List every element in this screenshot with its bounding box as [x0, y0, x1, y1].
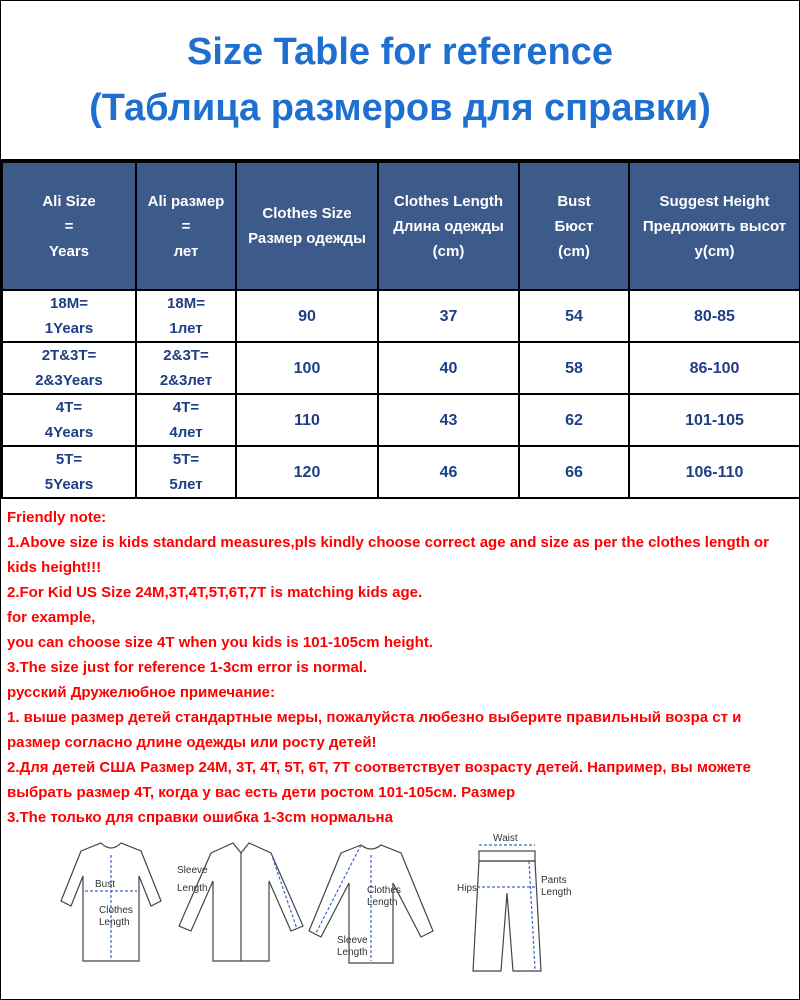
- label-waist: Waist: [493, 833, 518, 844]
- cell-height: 86-100: [629, 342, 800, 394]
- shirt-diagram-sleeve: [179, 843, 303, 961]
- header-bust: [519, 162, 629, 290]
- cell-line: 18M=: [167, 295, 205, 312]
- header-line: Длина одежды: [393, 217, 504, 235]
- cell-ali-size: [2, 342, 136, 394]
- cell-length: 43: [378, 394, 519, 446]
- note-line: 3.The size just for reference 1-3cm error is normal.: [7, 659, 368, 676]
- cell-line: 4Years: [44, 424, 94, 441]
- cell-height: 101-105: [629, 394, 800, 446]
- header-line: Clothes Size: [262, 205, 352, 222]
- table-row: [2, 394, 800, 446]
- cell-line: 2&3T=: [163, 347, 209, 364]
- cell-line: 4T=: [55, 399, 83, 416]
- cell-ali-size: [2, 290, 136, 342]
- cell-clothes-size: 120: [236, 446, 378, 498]
- title-box: [1, 1, 799, 161]
- note-line: 3.The только для справки ошибка 1-3cm нормальна: [7, 809, 393, 826]
- header-clothes-length: [378, 162, 519, 290]
- note-line: 1. выше размер детей стандартные меры, пожалуйста любезно выберите правильный возра ст и размер согласно длине одежды или росту детей!: [7, 709, 742, 751]
- table-header-row: [2, 162, 800, 290]
- cell-line: 2&3лет: [159, 372, 213, 389]
- cell-line: 5лет: [169, 476, 203, 493]
- cell-ali-size: [2, 394, 136, 446]
- header-line: Years: [48, 242, 90, 260]
- header-suggest-height: [629, 162, 800, 290]
- cell-ali-size: [2, 446, 136, 498]
- cell-length: 46: [378, 446, 519, 498]
- header-line: Ali Size: [42, 192, 96, 210]
- cell-line: 18M=: [50, 295, 88, 312]
- cell-length: 37: [378, 290, 519, 342]
- header-line: =: [181, 217, 191, 235]
- cell-line: 5T=: [55, 451, 83, 468]
- label-bust: Bust: [95, 879, 116, 890]
- cell-length: 40: [378, 342, 519, 394]
- shirt-diagram-bust-length: [61, 843, 161, 961]
- note-line: русский Дружелюбное примечание:: [7, 684, 276, 701]
- header-line: Бюст: [554, 217, 594, 235]
- label-raglan-length: Length: [367, 897, 398, 908]
- header-line: Размер одежды: [248, 230, 366, 247]
- header-line: Ali размер: [147, 192, 225, 210]
- header-line: лет: [173, 242, 199, 260]
- note-line: 2.Для детей США Размер 24M, 3T, 4T, 5T, 6T, 7T соответствует возрасту детей. Например, вы можете выбрать размер 4T, когда у вас есть дети ростом 101-105см. Размер: [7, 759, 751, 801]
- note-line: you can choose size 4T when you kids is 101-105cm height.: [7, 634, 433, 651]
- measurement-diagrams: [41, 831, 601, 991]
- header-clothes-size: [236, 162, 378, 290]
- cell-clothes-size: 100: [236, 342, 378, 394]
- note-heading: Friendly note:: [7, 509, 107, 526]
- pants-diagram: [473, 845, 541, 971]
- label-raglan-sleeve-length: Length: [337, 947, 368, 958]
- label-hips: Hips: [457, 883, 478, 894]
- label-length: Length: [99, 917, 130, 928]
- header-line: у(cm): [694, 242, 735, 260]
- cell-line: 5T=: [172, 451, 200, 468]
- label-pants-length: Length: [541, 887, 572, 898]
- cell-line: 1лет: [169, 320, 203, 337]
- cell-bust: 62: [519, 394, 629, 446]
- cell-ali-ru: [136, 446, 236, 498]
- header-line: (cm): [558, 242, 590, 260]
- cell-line: 2&3Years: [35, 372, 103, 389]
- cell-height: 106-110: [629, 446, 800, 498]
- note-line: 1.Above size is kids standard measures,pls kindly choose correct age and size as per the clothes length or kids height!!!: [7, 534, 769, 576]
- header-line: Suggest Height: [659, 192, 770, 210]
- cell-line: 2T&3T=: [41, 347, 97, 364]
- note-line: 2.For Kid US Size 24M,3T,4T,5T,6T,7T is matching kids age.: [7, 584, 423, 601]
- title-russian: (Таблица размеров для справки): [89, 87, 711, 129]
- label-raglan-sleeve: Sleeve: [337, 935, 368, 946]
- header-line: (cm): [432, 242, 465, 260]
- cell-ali-ru: [136, 394, 236, 446]
- cell-line: 4T=: [172, 399, 200, 416]
- label-sleeve: Sleeve: [177, 865, 208, 876]
- label-raglan-clothes: Clothes: [367, 885, 401, 896]
- cell-line: 4лет: [169, 424, 203, 441]
- cell-ali-ru: [136, 342, 236, 394]
- cell-bust: 66: [519, 446, 629, 498]
- header-line: Bust: [557, 192, 591, 210]
- table-row: [2, 290, 800, 342]
- cell-line: 5Years: [44, 476, 94, 493]
- note-line: for example,: [7, 609, 96, 626]
- cell-ali-ru: [136, 290, 236, 342]
- size-table: [1, 161, 800, 499]
- cell-height: 80-85: [629, 290, 800, 342]
- header-line: =: [64, 217, 74, 235]
- label-sleeve-length: Length: [177, 883, 208, 894]
- cell-clothes-size: 90: [236, 290, 378, 342]
- title-english: Size Table for reference: [187, 31, 613, 73]
- cell-line: 1Years: [44, 320, 94, 337]
- header-ali-razmer: [136, 162, 236, 290]
- cell-bust: 58: [519, 342, 629, 394]
- header-line: Предложить высот: [642, 217, 787, 235]
- label-pants: Pants: [541, 875, 567, 886]
- table-row: [2, 342, 800, 394]
- header-ali-size: [2, 162, 136, 290]
- cell-clothes-size: 110: [236, 394, 378, 446]
- notes-section: [1, 499, 799, 830]
- label-clothes: Clothes: [99, 905, 133, 916]
- table-row: [2, 446, 800, 498]
- cell-bust: 54: [519, 290, 629, 342]
- header-line: Clothes Length: [393, 192, 504, 210]
